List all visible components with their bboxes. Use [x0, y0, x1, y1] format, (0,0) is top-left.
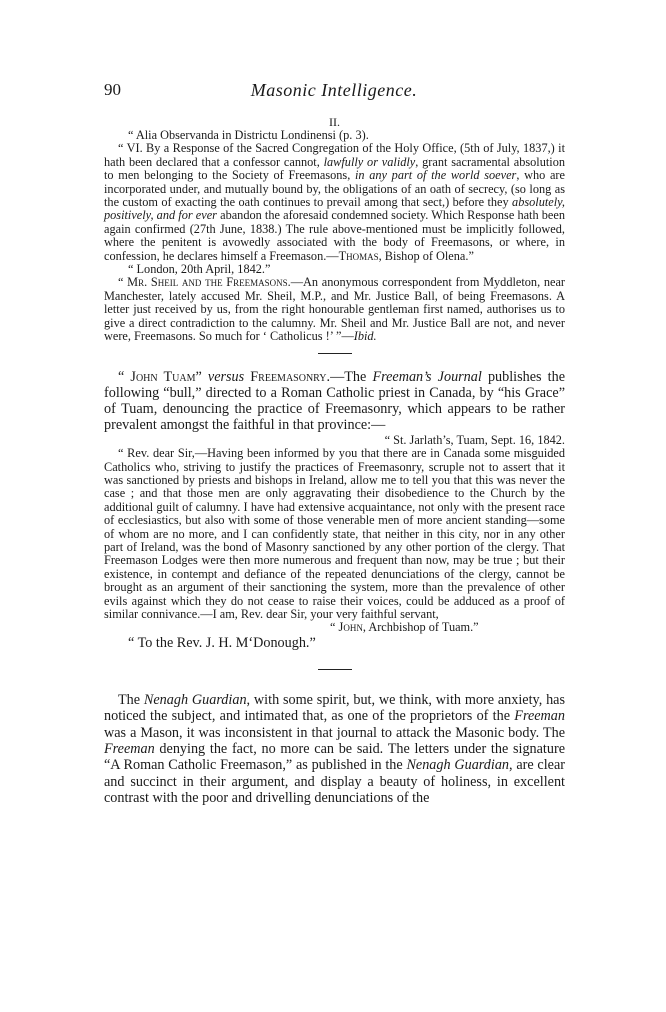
section-numeral: II.: [329, 115, 340, 129]
page-header: [104, 80, 564, 104]
tuam-intro-paragraph: “ John Tuam” versus Freemasonry.—The Freeman’s Journal publishes the following “bull,” directed to a Roman Catholic priest in Canada, by “his Grace” of Tuam, denouncing the practice of Freemasonry, which appears to be rather prevalent amongst the faithful in that province:—: [104, 368, 566, 434]
letter-body: “ Rev. dear Sir,—Having been informed by you that there are in Canada some misguided Catholics who, striving to justify the practices of Freemasonry, scruple not to assert that it was sanctioned by priests and bishops in Ireland, allow me to tell you that this was never the case ; and that those men are only aggravating their disobedience to the Church by the additional guilt of calumny. I have had extensive acquaintance, not only with the present race of ecclesiastics, but also with some of those venerable men of more ancient standing—some of whom are no more, and I can confidently state, that neither in this city, nor in any other part of Ireland, was the bond of Masonry sanctioned by any other portion of the clergy. That Freemason Lodges were then more numerous and frequent than now, may be true ; but their existence, in contempt and defiance of the repeated denunciations of the clergy, cannot be brought as an argument of their sanctioning the system, more than the prevalence of other evils against which they do not cease to raise their voices, could be adduced as a proof of similar connivance.—I am, Rev. dear Sir, your very faithful servant,: [104, 446, 565, 621]
nenagh-paragraph: The Nenagh Guardian, with some spirit, but, we think, with more anxiety, has noticed the subject, and intimated that, as one of the proprietors of the Freeman was a Mason, it was inconsistent in that journal to attack the Masonic body. The Freeman denying the fact, no more can be said. The letters under the signature “A Roman Catholic Freemason,” as published in the Nenagh Guardian, are clear and succinct in their argument, and display a beauty of holiness, in excellent contrast with the poor and drivelling denunciations of the: [104, 692, 566, 806]
section-divider: [318, 353, 352, 354]
sheil-paragraph: “ Mr. Sheil and the Freemasons.—An anonymous correspondent from Myddleton, near Manchester, lately accused Mr. Sheil, M.P., and Mr. Justice Ball, of being Freemasons. A letter just received by us, from the right honourable gentleman first named, authorises us to give a direct contradiction to the calumny. Mr. Sheil and Mr. Justice Ball are not, and never were, Freemasons. So much for ‘ Catholicus !’ ”—Ibid.: [104, 275, 565, 344]
response-paragraph: “ VI. By a Response of the Sacred Congregation of the Holy Office, (5th of July, 1837,) it hath been declared that a confessor cannot, lawfully or validly, grant sacramental absolution to men belonging to the Society of Freemasons, in any part of the world soever, who are incorporated under, and mutually bound by, the obligations of an oath of secrecy, (so long as the custom of exacting the oath continues to prevail among that sect,) before they absolutely, positively, and for ever abandon the aforesaid condemned society. Which Response hath been again confirmed (27th June, 1838.) The rule above-mentioned must be implicitly followed, where the penitent is avowedly associated with the body of Freemasons, or where, in confession, he declares himself a Freemason.—Thomas, Bishop of Olena.”: [104, 141, 566, 263]
alia-heading: “ Alia Observanda in Districtu Londinensi (p. 3).: [128, 128, 369, 142]
section-divider: [318, 669, 352, 670]
letter-signature: “ John, Archbishop of Tuam.”: [330, 620, 479, 635]
page-number: 90: [104, 80, 121, 99]
running-title: Masonic Intelligence.: [250, 80, 418, 100]
page-body: [104, 116, 565, 806]
letter-dateline: “ St. Jarlath’s, Tuam, Sept. 16, 1842.: [384, 432, 565, 447]
letter-recipient: “ To the Rev. J. H. M‘Donough.”: [128, 634, 316, 651]
london-dateline: “ London, 20th April, 1842.”: [128, 262, 271, 277]
